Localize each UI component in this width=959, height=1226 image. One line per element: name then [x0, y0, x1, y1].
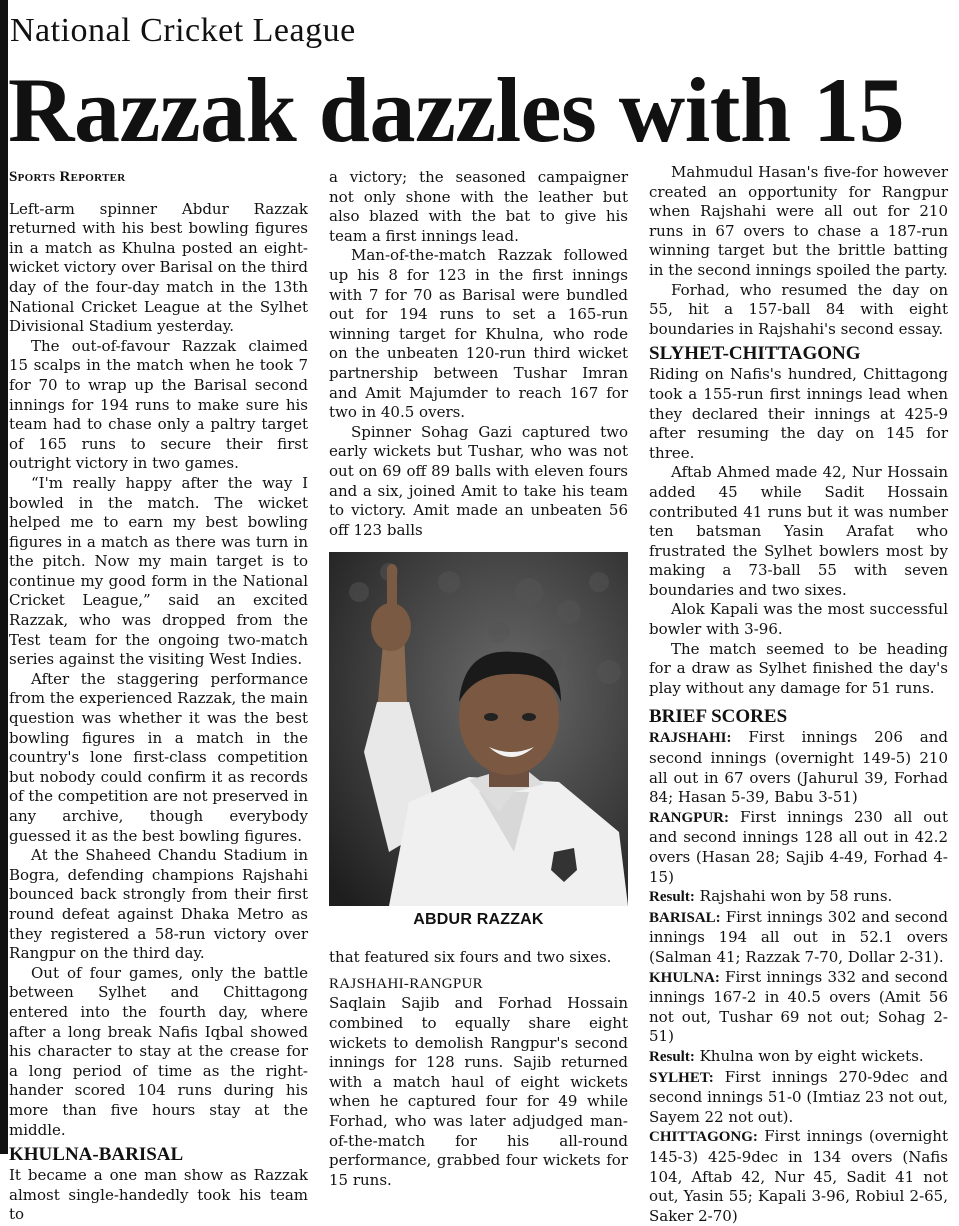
score-text: First innings 302 and second innings 194 all out in 52.1 overs (Salman 41; Razzak 7-70, Dollar 2-31).	[649, 907, 948, 966]
paragraph: that featured six fours and two sixes.	[329, 947, 612, 966]
score-text: First innings 206 and second innings (overnight 149-5) 210 all out in 67 overs (Jahurul 39, Forhad 84; Hasan 5-39, Babu 3-51)	[649, 728, 948, 807]
article-column-2	[329, 168, 628, 1190]
paragraph: The out-of-favour Razzak claimed 15 scalps in the match when he took 7 for 70 to wrap up the Barisal second innings for 194 runs to make sure his team had to chase only a paltry target of 165 runs to secure their first outright victory in two games.	[9, 336, 308, 473]
paragraph: Spinner Sohag Gazi captured two early wickets but Tushar, who was not out on 69 off 89 balls with eleven fours and a six, joined Amit to take his team to victory. Amit made an unbeaten 56 off 123 balls	[329, 422, 628, 539]
player-photo	[329, 552, 628, 906]
paragraph: Left-arm spinner Abdur Razzak returned with his best bowling figures in a match as Khulna posted an eight-wicket victory over Barisal on the third day of the four-day match in the 13th National Cricket League at the Sylhet Divisional Stadium yesterday.	[9, 199, 308, 336]
subheading-khulna-barisal: KHULNA-BARISAL	[9, 1144, 184, 1166]
score-label: RAJSHAHI:	[649, 730, 732, 747]
brief-scores	[649, 728, 948, 1226]
subheading-rajshahi-rangpur: RAJSHAHI-RANGPUR	[329, 976, 483, 993]
photo-caption: ABDUR RAZZAK	[413, 911, 544, 929]
score-label: BARISAL:	[649, 909, 721, 926]
player-photo-illustration	[329, 552, 628, 906]
article-column-1	[9, 168, 308, 1225]
score-entry	[649, 728, 948, 807]
paragraph: Saqlain Sajib and Forhad Hossain combined to equally share eight wickets to demolish Rangpur's second innings for 128 runs. Sajib returned with a match haul of eight wickets when he captured four for 49 while Forhad, who was later adjudged man-of-the-match for his all-round performance, grabbed four wickets for 15 runs.	[329, 994, 628, 1189]
paragraph: Riding on Nafis's hundred, Chittagong took a 155-run first innings lead when they declared their innings at 425-9 after resuming the day on 145 for three.	[649, 365, 948, 462]
paragraph: After the staggering performance from the experienced Razzak, the main question was whether it was the best bowling figures in a match in the country's lone first-class competition but nobody could confirm it as records of the competition are not preserved in any archive, though everybody guessed it as the best bowling figures.	[9, 669, 308, 845]
paragraph: a victory; the seasoned campaigner not only shone with the leather but also blazed with the bat to give his team a first innings lead.	[329, 168, 628, 245]
score-text: First innings 230 all out and second innings 128 all out in 42.2 overs (Hasan 28; Sajib 4-49, Forhad 4-15)	[649, 807, 948, 886]
score-label: Result:	[649, 1048, 695, 1065]
paragraph: “I'm really happy after the way I bowled in the match. The wicket helped me to earn my best bowling figures in a match as there was turn in the pitch. Now my main target is to continue my good form in the National Cricket League,” said an excited Razzak, who was dropped from the Test team for the ongoing two-match series against the visiting West Indies.	[9, 473, 308, 669]
score-entry	[649, 808, 948, 887]
paragraph: Man-of-the-match Razzak followed up his 8 for 123 in the first innings with 7 for 70 as Barisal were bundled out for 194 runs to set a 165-run winning target for Khulna, who rode on the unbeaten 120-run third wicket partnership between Tushar Imran and Amit Majumder to reach 167 for two in 40.5 overs.	[329, 246, 628, 422]
score-label: KHULNA:	[649, 969, 720, 986]
score-text: First innings 270-9dec and second innings 51-0 (Imtiaz 23 not out, Sayem 22 not out).	[649, 1067, 948, 1126]
score-entry	[649, 1068, 948, 1128]
score-text: Rajshahi won by 58 runs.	[694, 887, 893, 906]
left-edge-bar	[0, 0, 8, 1154]
score-entry	[649, 908, 948, 968]
score-label: CHITTAGONG:	[649, 1129, 758, 1146]
score-entry	[649, 1047, 948, 1068]
score-label: Result:	[649, 889, 695, 906]
paragraph: Alok Kapali was the most successful bowler with 3-96.	[649, 600, 948, 639]
score-label: SYLHET:	[649, 1069, 714, 1086]
paragraph: Mahmudul Hasan's five-for however created an opportunity for Rangpur when Rajshahi were all out for 210 runs in 67 overs to chase a 187-run winning target but the brittle batting in the second innings spoiled the party.	[649, 163, 948, 279]
score-label: RANGPUR:	[649, 809, 729, 826]
score-entry	[649, 968, 948, 1047]
article-column-3	[649, 163, 948, 1226]
score-text: First innings 332 and second innings 167-2 in 40.5 overs (Amit 56 not out, Tushar 69 not out; Sohag 2-51)	[649, 967, 948, 1046]
score-entry	[649, 1127, 948, 1226]
score-text: First innings (overnight 145-3) 425-9dec in 134 overs (Nafis 104, Aftab 42, Nur 45, Sadit 41 not out, Yasin 55; Kapali 3-96, Robiul 2-65, Saker 2-70)	[649, 1127, 948, 1225]
subheading-brief-scores: BRIEF SCORES	[649, 706, 788, 728]
paragraph: Aftab Ahmed made 42, Nur Hossain added 45 while Sadit Hossain contributed 41 runs but it was number ten batsman Yasin Arafat who frustrated the Sylhet bowlers most by making a 73-ball 55 with seven boundaries and two sixes.	[649, 463, 948, 599]
byline: Sports Reporter	[9, 169, 126, 185]
score-entry	[649, 887, 948, 908]
section-kicker: National Cricket League	[10, 12, 356, 49]
paragraph: At the Shaheed Chandu Stadium in Bogra, defending champions Rajshahi bounced back strongly from their first round defeat against Dhaka Metro as they registered a 58-run victory over Rangpur on the third day.	[9, 846, 308, 963]
paragraph: Forhad, who resumed the day on 55, hit a 157-ball 84 with eight boundaries in Rajshahi's second essay.	[649, 280, 948, 338]
subheading-sylhet-chittagong: SLYHET-CHITTAGONG	[649, 343, 861, 365]
paragraph: It became a one man show as Razzak almost single-handedly took his team to	[9, 1166, 308, 1224]
paragraph: The match seemed to be heading for a draw as Sylhet finished the day's play without any damage for 51 runs.	[649, 639, 948, 697]
paragraph: Out of four games, only the battle between Sylhet and Chittagong entered into the fourth day, where after a long break Nafis Iqbal showed his character to stay at the crease for a long period of time as the right-hander scored 104 runs during his more than five hours stay at the middle.	[9, 963, 308, 1139]
score-text: Khulna won by eight wickets.	[694, 1046, 924, 1065]
headline: Razzak dazzles with 15	[8, 59, 905, 161]
